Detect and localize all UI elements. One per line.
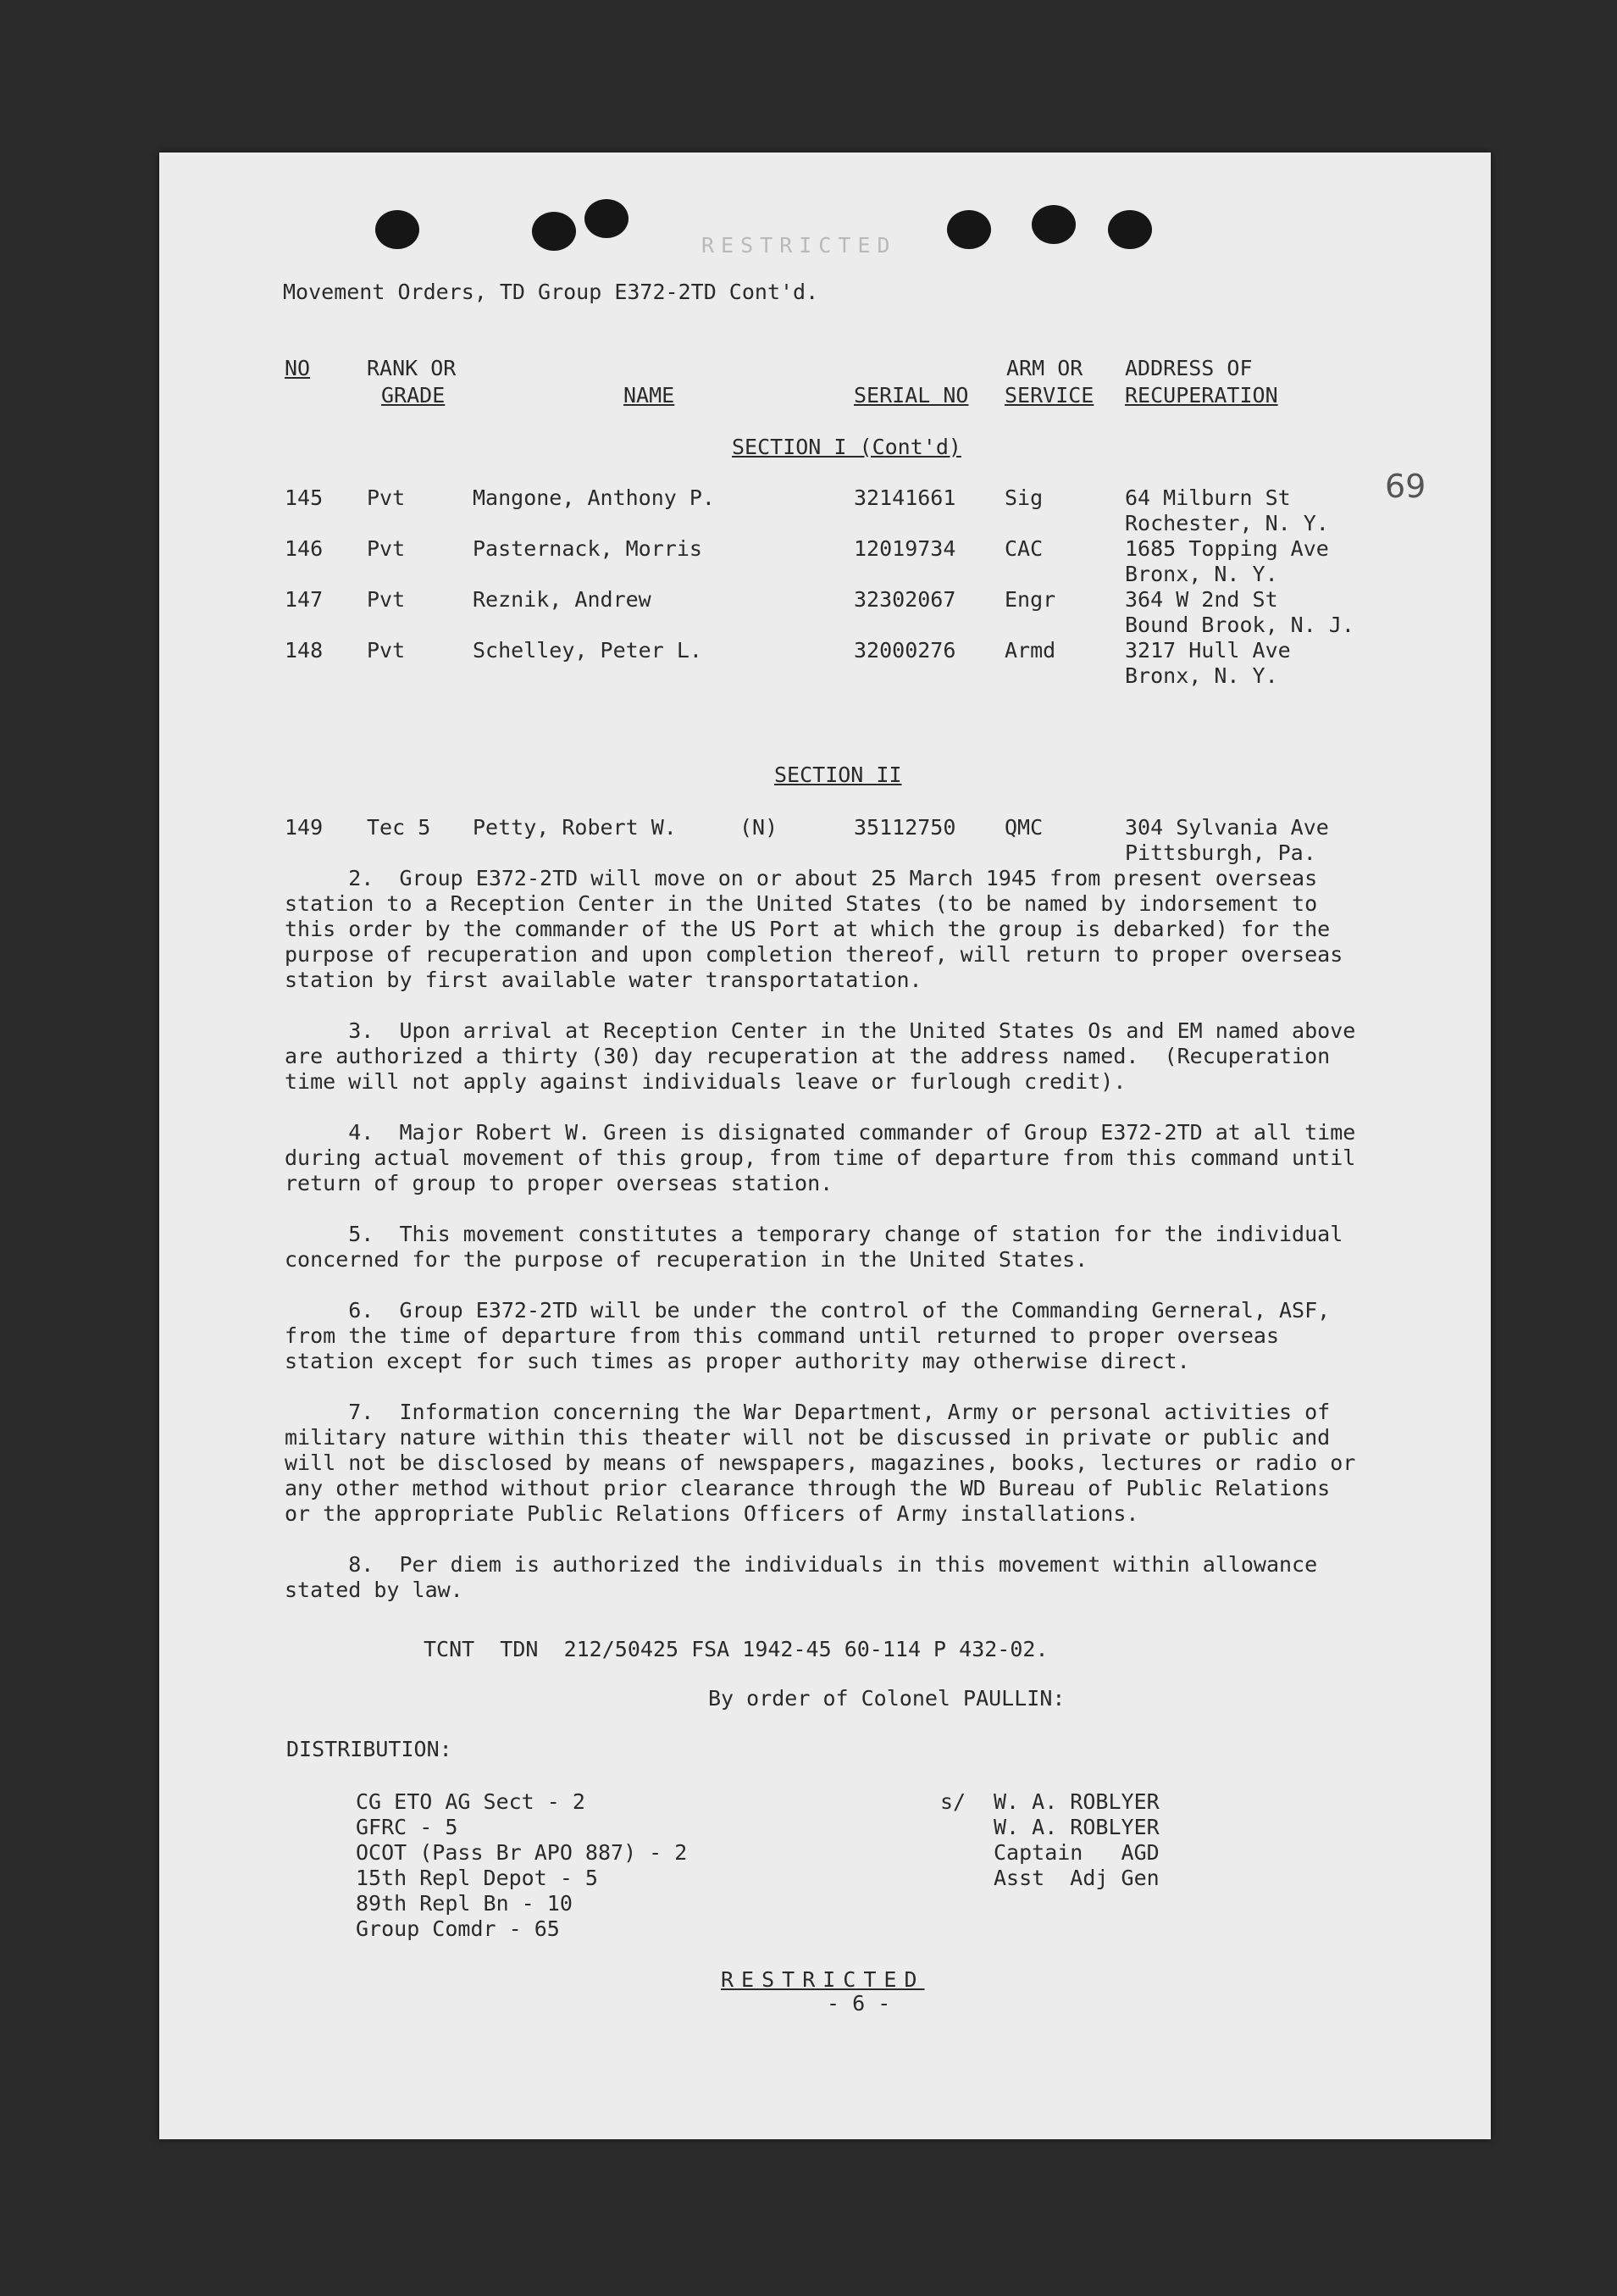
row-rank: Pvt <box>367 587 406 612</box>
punch-hole <box>947 210 991 249</box>
row-name: Mangone, Anthony P. <box>473 485 715 510</box>
distribution-item: CG ETO AG Sect - 2 <box>356 1789 585 1814</box>
paragraph-3: 3. Upon arrival at Reception Center in the United States Os and EM named above are authorized a thirty (30) day recuperation at the address named. (Recuperation time will not apply against individuals leave or furlough credit). <box>285 1018 1356 1094</box>
row-address-1: 364 W 2nd St <box>1125 587 1278 612</box>
signature-line-1: W. A. ROBLYER <box>994 1789 1160 1814</box>
row-serial: 32000276 <box>854 638 956 663</box>
row-arm: Armd <box>1005 638 1056 663</box>
col-name: NAME <box>623 383 675 408</box>
col-arm-1: ARM OR <box>1006 356 1083 380</box>
col-arm-2: SERVICE <box>1005 383 1094 408</box>
punch-hole <box>1108 210 1152 249</box>
page-number: - 6 - <box>827 1991 891 2016</box>
col-rank-2: GRADE <box>381 383 446 408</box>
paragraph-7: 7. Information concerning the War Department, Army or personal activities of military nature within this theater will not be discussed in private or public and will not be disclosed by means of newspapers, magazines, books, lectures or radio or any other method without prior clearance through the WD Bureau of Public Relations or the appropriate Public Relations Officers of Army installations. <box>285 1400 1356 1526</box>
row-address-2: Bound Brook, N. J. <box>1125 613 1354 637</box>
page-stamp: 69 <box>1385 468 1426 505</box>
paragraph-5: 5. This movement constitutes a temporary change of station for the individual concerned for the purpose of recuperation in the United States. <box>285 1222 1343 1272</box>
row-no: 147 <box>285 587 324 612</box>
row-serial: 32302067 <box>854 587 956 612</box>
signature-mark: s/ <box>940 1789 966 1814</box>
row-name: Schelley, Peter L. <box>473 638 702 663</box>
row-address-1: 64 Milburn St <box>1125 485 1291 510</box>
row-address-1: 3217 Hull Ave <box>1125 638 1291 663</box>
document-page <box>159 153 1491 2139</box>
row-name: Reznik, Andrew <box>473 587 651 612</box>
signature-line-2: W. A. ROBLYER <box>994 1815 1160 1839</box>
row-serial: 35112750 <box>854 815 956 840</box>
row-no: 145 <box>285 485 324 510</box>
distribution-item: OCOT (Pass Br APO 887) - 2 <box>356 1840 688 1865</box>
restricted-header: RESTRICTED <box>701 233 897 258</box>
restricted-footer: RESTRICTED <box>721 1967 925 1992</box>
paragraph-6: 6. Group E372-2TD will be under the control of the Commanding Gerneral, ASF, from the time of departure from this command until returned to proper overseas station except for such times as proper authority may otherwise direct. <box>285 1298 1331 1373</box>
punch-hole <box>584 199 629 238</box>
paragraph-2: 2. Group E372-2TD will move on or about 25 March 1945 from present overseas station to a Reception Center in the United States (to be named by indorsement to this order by the commander of the US Port at which the group is debarked) for the purpose of recuperation and upon completion thereof, will return to proper overseas station by first available water transportatation. <box>285 866 1343 992</box>
section-2-title: SECTION II <box>774 763 902 787</box>
row-address-1: 1685 Topping Ave <box>1125 536 1329 561</box>
distribution-item: 15th Repl Depot - 5 <box>356 1866 598 1890</box>
row-rank: Pvt <box>367 536 406 561</box>
row-name: Pasternack, Morris <box>473 536 702 561</box>
row-mark: (N) <box>739 815 778 840</box>
row-rank: Pvt <box>367 638 406 663</box>
row-address-1: 304 Sylvania Ave <box>1125 815 1329 840</box>
distribution-label: DISTRIBUTION: <box>286 1737 452 1761</box>
document-heading: Movement Orders, TD Group E372-2TD Cont'd. <box>283 280 819 304</box>
punch-hole <box>532 212 576 251</box>
col-rank-1: RANK OR <box>367 356 457 380</box>
signature-line-3: Captain AGD <box>994 1840 1160 1865</box>
punch-hole <box>375 210 419 249</box>
row-arm: Sig <box>1005 485 1044 510</box>
col-addr-1: ADDRESS OF <box>1125 356 1253 380</box>
accounting-line: TCNT TDN 212/50425 FSA 1942-45 60-114 P 432-02. <box>424 1637 1049 1661</box>
row-address-2: Bronx, N. Y. <box>1125 562 1278 586</box>
paragraph-4: 4. Major Robert W. Green is disignated commander of Group E372-2TD at all time during actual movement of this group, from time of departure from this command until return of group to proper overseas station. <box>285 1120 1356 1195</box>
by-order-line: By order of Colonel PAULLIN: <box>708 1686 1066 1711</box>
row-address-2: Bronx, N. Y. <box>1125 663 1278 688</box>
row-address-2: Rochester, N. Y. <box>1125 511 1329 535</box>
col-serial: SERIAL NO <box>854 383 969 408</box>
signature-line-4: Asst Adj Gen <box>994 1866 1160 1890</box>
paragraph-8: 8. Per diem is authorized the individuals in this movement within allowance stated by law. <box>285 1552 1318 1602</box>
row-rank: Pvt <box>367 485 406 510</box>
col-addr-2: RECUPERATION <box>1125 383 1278 408</box>
section-1-title: SECTION I (Cont'd) <box>732 435 961 459</box>
row-name: Petty, Robert W. <box>473 815 677 840</box>
row-rank: Tec 5 <box>367 815 431 840</box>
distribution-item: GFRC - 5 <box>356 1815 458 1839</box>
punch-hole <box>1032 205 1076 244</box>
col-no: NO <box>285 356 311 380</box>
row-serial: 32141661 <box>854 485 956 510</box>
row-address-2: Pittsburgh, Pa. <box>1125 840 1316 865</box>
row-no: 148 <box>285 638 324 663</box>
distribution-item: 89th Repl Bn - 10 <box>356 1891 573 1916</box>
row-arm: QMC <box>1005 815 1044 840</box>
row-arm: CAC <box>1005 536 1044 561</box>
row-no: 146 <box>285 536 324 561</box>
row-arm: Engr <box>1005 587 1056 612</box>
row-serial: 12019734 <box>854 536 956 561</box>
distribution-item: Group Comdr - 65 <box>356 1916 560 1941</box>
row-no: 149 <box>285 815 324 840</box>
